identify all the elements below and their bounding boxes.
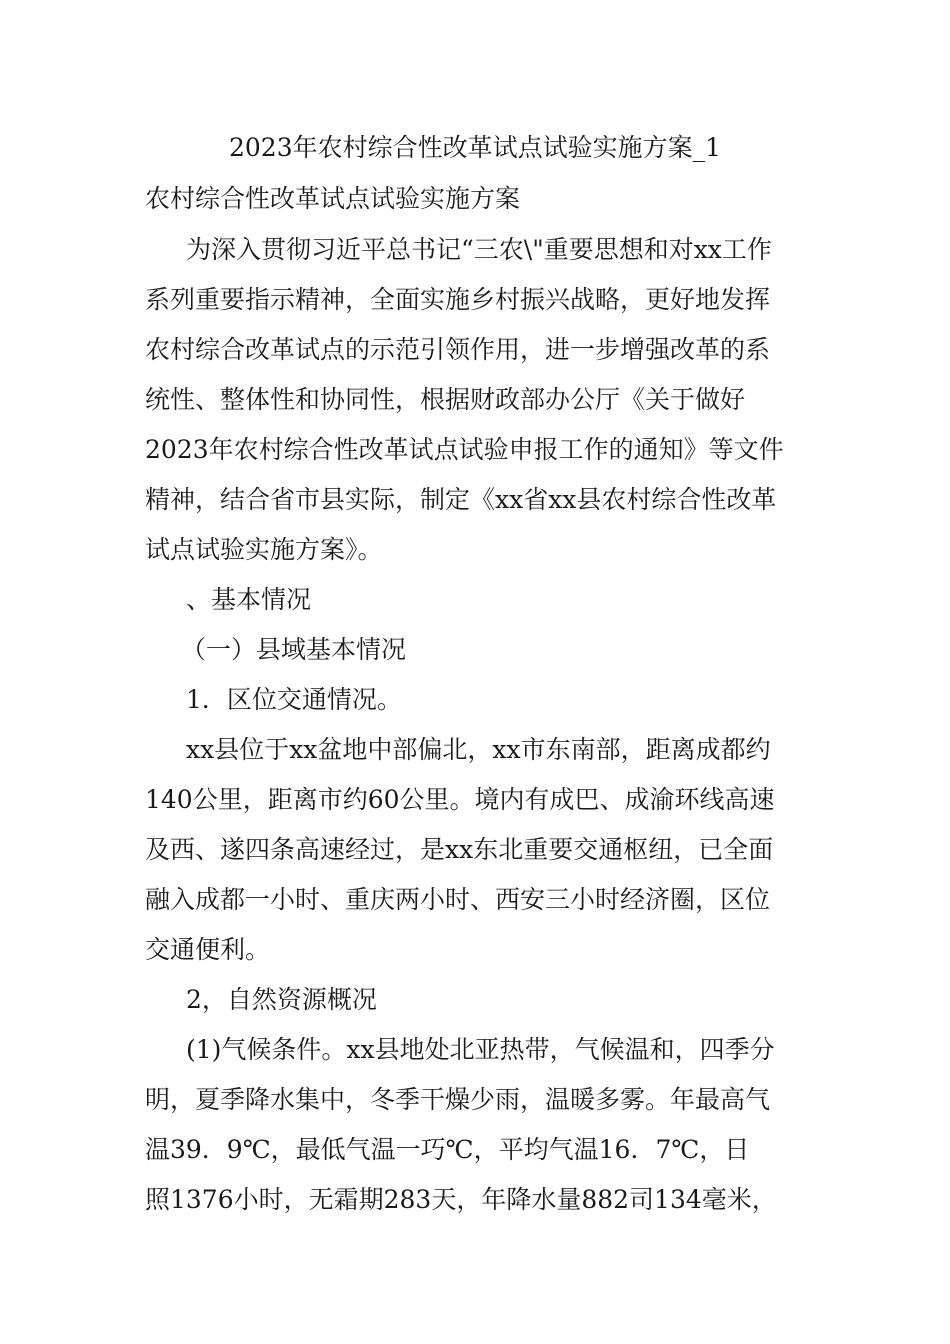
paragraph-line: 系列重要指示精神，全面实施乡村振兴战略，更好地发挥 — [145, 285, 771, 314]
paragraph-line: 为深入贯彻习近平总书记“三农\"重要思想和对xx工作 — [186, 235, 772, 264]
paragraph-line: (1)气候条件。xx县地处北亚热带，气候温和，四季分 — [186, 1035, 775, 1064]
paragraph-line: 融入成都一小时、重庆两小时、西安三小时经济圈，区位 — [145, 885, 771, 914]
section-heading: 、基本情况 — [186, 585, 312, 614]
paragraph-line: 2023年农村综合性改革试点试验申报工作的通知》等文件 — [145, 435, 784, 464]
subsection-heading: （一）县域基本情况 — [181, 635, 407, 664]
paragraph-line: 精神，结合省市县实际，制定《xx省xx县农村综合性改革 — [145, 485, 777, 514]
paragraph-line: xx县位于xx盆地中部偏北，xx市东南部，距离成都约 — [186, 735, 771, 764]
item-heading: 1．区位交通情况。 — [186, 685, 402, 714]
paragraph-line: 农村综合改革试点的示范引领作用，进一步增强改革的系 — [145, 335, 771, 364]
paragraph-line: 明，夏季降水集中，冬季干燥少雨，温暖多雾。年最高气 — [145, 1085, 771, 1114]
document-subtitle: 农村综合性改革试点试验实施方案 — [145, 184, 521, 213]
item-heading: 2，自然资源概况 — [186, 985, 377, 1014]
paragraph-line: 交通便利。 — [145, 935, 271, 964]
document-title: 2023年农村综合性改革试点试验实施方案_1 — [228, 133, 722, 162]
paragraph-line: 照1376小时，无霜期283天，年降水量882司134毫米， — [145, 1185, 777, 1214]
paragraph-line: 及西、遂四条高速经过，是xx东北重要交通枢纽，已全面 — [145, 835, 774, 864]
paragraph-line: 试点试验实施方案》。 — [145, 535, 383, 564]
paragraph-line: 140公里，距离市约60公里。境内有成巴、成渝环线高速 — [145, 785, 775, 814]
paragraph-line: 统性、整体性和协同性，根据财政部办公厅《关于做好 — [145, 385, 746, 414]
paragraph-line: 温39．9℃，最低气温一巧℃，平均气温16．7℃，日 — [145, 1135, 750, 1164]
document-body — [145, 232, 810, 1232]
